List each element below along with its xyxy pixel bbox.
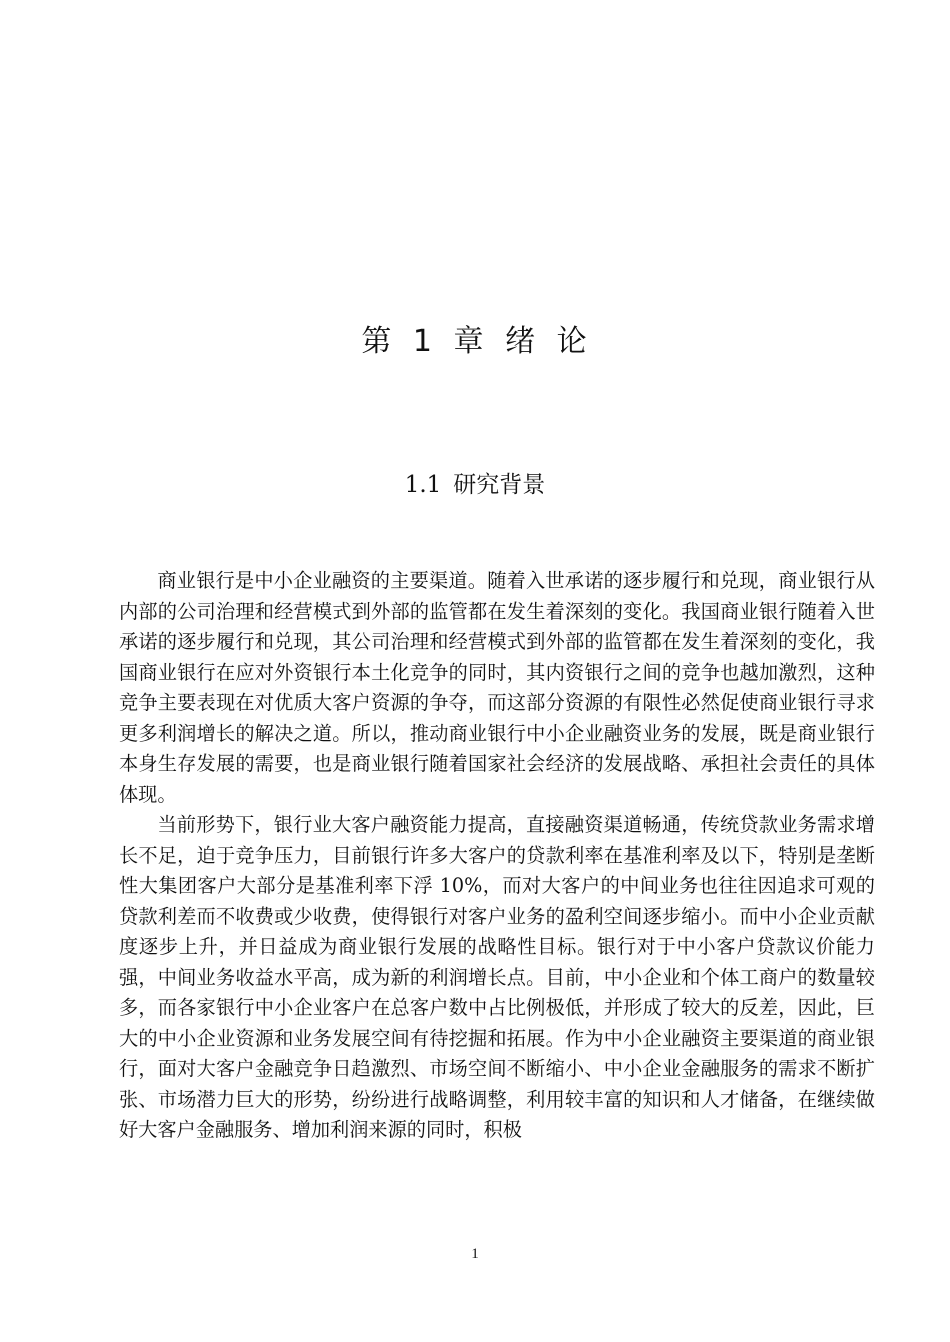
chapter-title: 第 1 章 绪 论 <box>361 324 589 359</box>
paragraph: 商业银行是中小企业融资的主要渠道。随着入世承诺的逐步履行和兑现，商业银行从内部的公司治理和经营模式到外部的监管都在发生着深刻的变化。我国商业银行随着入世承诺的逐步履行和兑现，其公司治理和经营模式到外部的监管都在发生着深刻的变化，我国商业银行在应对外资银行本土化竞争的同时，其内资银行之间的竞争也越加激烈，这种竞争主要表现在对优质大客户资源的争夺，而这部分资源的有限性必然促使商业银行寻求更多利润增长的解决之道。所以，推动商业银行中小企业融资业务的发展，既是商业银行本身生存发展的需要，也是商业银行随着国家社会经济的发展战略、承担社会责任的具体体现。 <box>119 569 875 806</box>
body-text <box>119 566 875 1146</box>
page-number: 1 <box>471 1246 479 1262</box>
section-title <box>0 469 950 501</box>
paragraph: 当前形势下，银行业大客户融资能力提高，直接融资渠道畅通，传统贷款业务需求增长不足，迫于竞争压力，目前银行许多大客户的贷款利率在基准利率及以下，特别是垄断性大集团客户大部分是基准利率下浮 10%，而对大客户的中间业务也往往因追求可观的贷款利差而不收费或少收费，使得银行对客户业务的盈利空间逐步缩小。而中小企业贡献度逐步上升，并日益成为商业银行发展的战略性目标。银行对于中小客户贷款议价能力强，中间业务收益水平高，成为新的利润增长点。目前，中小企业和个体工商户的数量较多，而各家银行中小企业客户在总客户数中占比例极低，并形成了较大的反差，因此，巨大的中小企业资源和业务发展空间有待挖掘和拓展。作为中小企业融资主要渠道的商业银行，面对大客户金融竞争日趋激烈、市场空间不断缩小、中小企业金融服务的需求不断扩张、市场潜力巨大的形势，纷纷进行战略调整，利用较丰富的知识和人才储备，在继续做好大客户金融服务、增加利润来源的同时，积极 <box>119 813 875 1141</box>
section-title-text: 研究背景 <box>453 472 546 498</box>
section-number: 1.1 <box>404 472 442 498</box>
